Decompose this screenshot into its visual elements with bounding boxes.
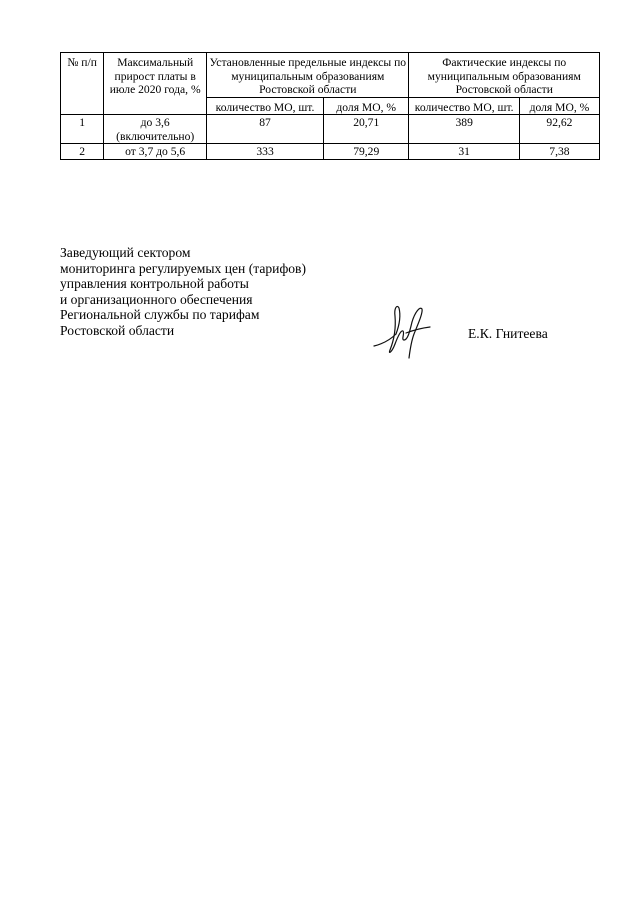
position-line: Ростовской области	[60, 322, 175, 338]
header-num: № п/п	[61, 53, 104, 115]
row-established-share: 20,71	[323, 115, 409, 144]
row-established-count: 333	[207, 144, 324, 160]
table-row	[61, 115, 600, 144]
position-line: Заведующий сектором	[60, 245, 191, 260]
header-established-group: Установленные предельные индексы по муниципальным образованиям Ростовской области	[207, 53, 409, 98]
row-growth: до 3,6 (включительно)	[104, 115, 207, 144]
row-established-share: 79,29	[323, 144, 409, 160]
position-line: Региональной службы по тарифам	[60, 307, 260, 323]
row-num: 2	[61, 144, 104, 160]
indices-table	[60, 52, 600, 160]
handwritten-signature	[368, 300, 438, 362]
header-established-count: количество МО, шт.	[207, 97, 324, 115]
row-actual-count: 31	[409, 144, 519, 160]
row-actual-count: 389	[409, 115, 519, 144]
table-row	[61, 144, 600, 160]
header-actual-group: Фактические индексы по муниципальным образованиям Ростовской области	[409, 53, 600, 98]
position-line: мониторинга регулируемых цен (тарифов)	[60, 260, 306, 276]
row-growth: от 3,7 до 5,6	[104, 144, 207, 160]
header-established-share: доля МО, %	[323, 97, 409, 115]
row-actual-share: 7,38	[519, 144, 599, 160]
header-actual-share: доля МО, %	[519, 97, 599, 115]
position-line: управления контрольной работы	[60, 276, 249, 292]
row-established-count: 87	[207, 115, 324, 144]
signatory-position	[60, 245, 560, 339]
signer-name: Е.К. Гнитеева	[468, 326, 548, 341]
position-line: и организационного обеспечения	[60, 291, 253, 307]
header-actual-count: количество МО, шт.	[409, 97, 519, 115]
row-num: 1	[61, 115, 104, 144]
table-header-row	[61, 53, 600, 98]
row-actual-share: 92,62	[519, 115, 599, 144]
header-growth: Максимальный прирост платы в июле 2020 года, %	[104, 53, 207, 115]
